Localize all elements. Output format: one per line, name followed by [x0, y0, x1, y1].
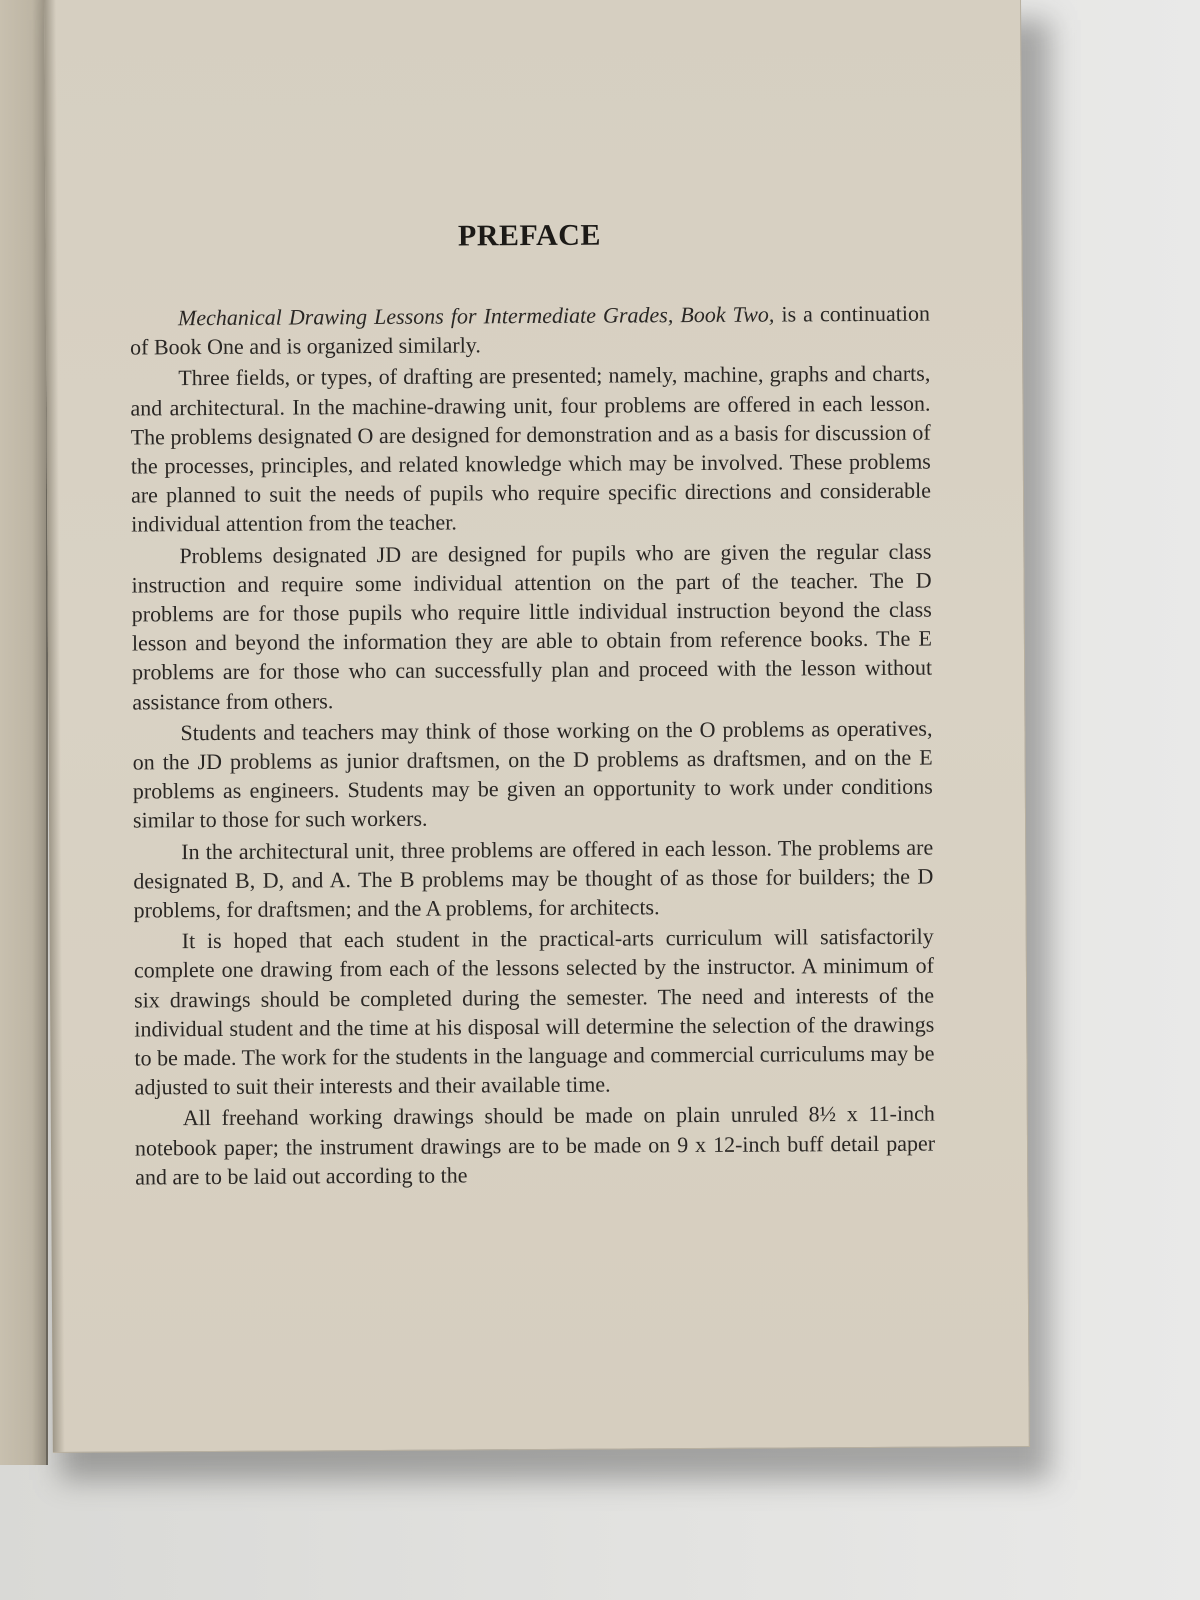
book-title: Mechanical Drawing Lessons for Intermediate Grades, Book Two, [177, 301, 775, 331]
paragraph-jd-problems: Problems designated JD are designed for pupils who are given the regular class instruction and require some individual attention on the part of the teacher. The D problems are for those pupils who require little individual instruction beyond the class lesson and beyond the information they are able to obtain from reference books. The E problems are for those who can successfully plan and proceed with the lesson without assistance from others. [131, 538, 933, 715]
page-title: PREFACE [457, 218, 602, 253]
page-content [129, 217, 935, 1194]
paragraph-roles: Students and teachers may think of those working on the O problems as operatives, on the JD problems as junior draftsmen, on the D problems as draftsmen, and on the E problems as engineers. Students may be given an opportunity to work under conditions similar to those for such workers. [132, 715, 933, 833]
paragraph-paper: All freehand working drawings should be made on plain unruled 8½ x 11-inch notebook paper; the instrument drawings are to be made on 9 x 12-inch buff detail paper and are to be laid out according to the [134, 1101, 936, 1190]
paragraph-curriculum: It is hoped that each student in the practical-arts curriculum will satisfactorily complete one drawing from each of the lessons selected by the instructor. A minimum of six drawings should be completed during the semester. The need and interests of the individual student and the time at his disposal will determine the selection of the drawings to be made. The work for the students in the language and commercial curriculums may be adjusted to suit their interests and their available time. [133, 923, 935, 1100]
paragraph-architectural: In the architectural unit, three problems are offered in each lesson. The problems are designated B, D, and A. The B problems may be thought of as those for builders; the D problems, for draftsmen; and the A problems, for architects. [133, 834, 934, 923]
intro-text: is a continuation of Book One and is organized similarly. [130, 300, 931, 360]
paragraph-fields: Three fields, or types, of drafting are presented; namely, machine, graphs and charts, and architectural. In the machine-drawing unit, four problems are offered in each lesson. The problems designated O are designed for demonstration and as a basis for discussion of the processes, principles, and related knowledge which may be involved. These problems are planned to suit the needs of pupils who require specific directions and considerable individual attention from the teacher. [130, 360, 932, 537]
paragraph-intro [130, 299, 930, 362]
facing-page-edge [0, 0, 48, 1465]
book-page [44, 0, 1030, 1453]
